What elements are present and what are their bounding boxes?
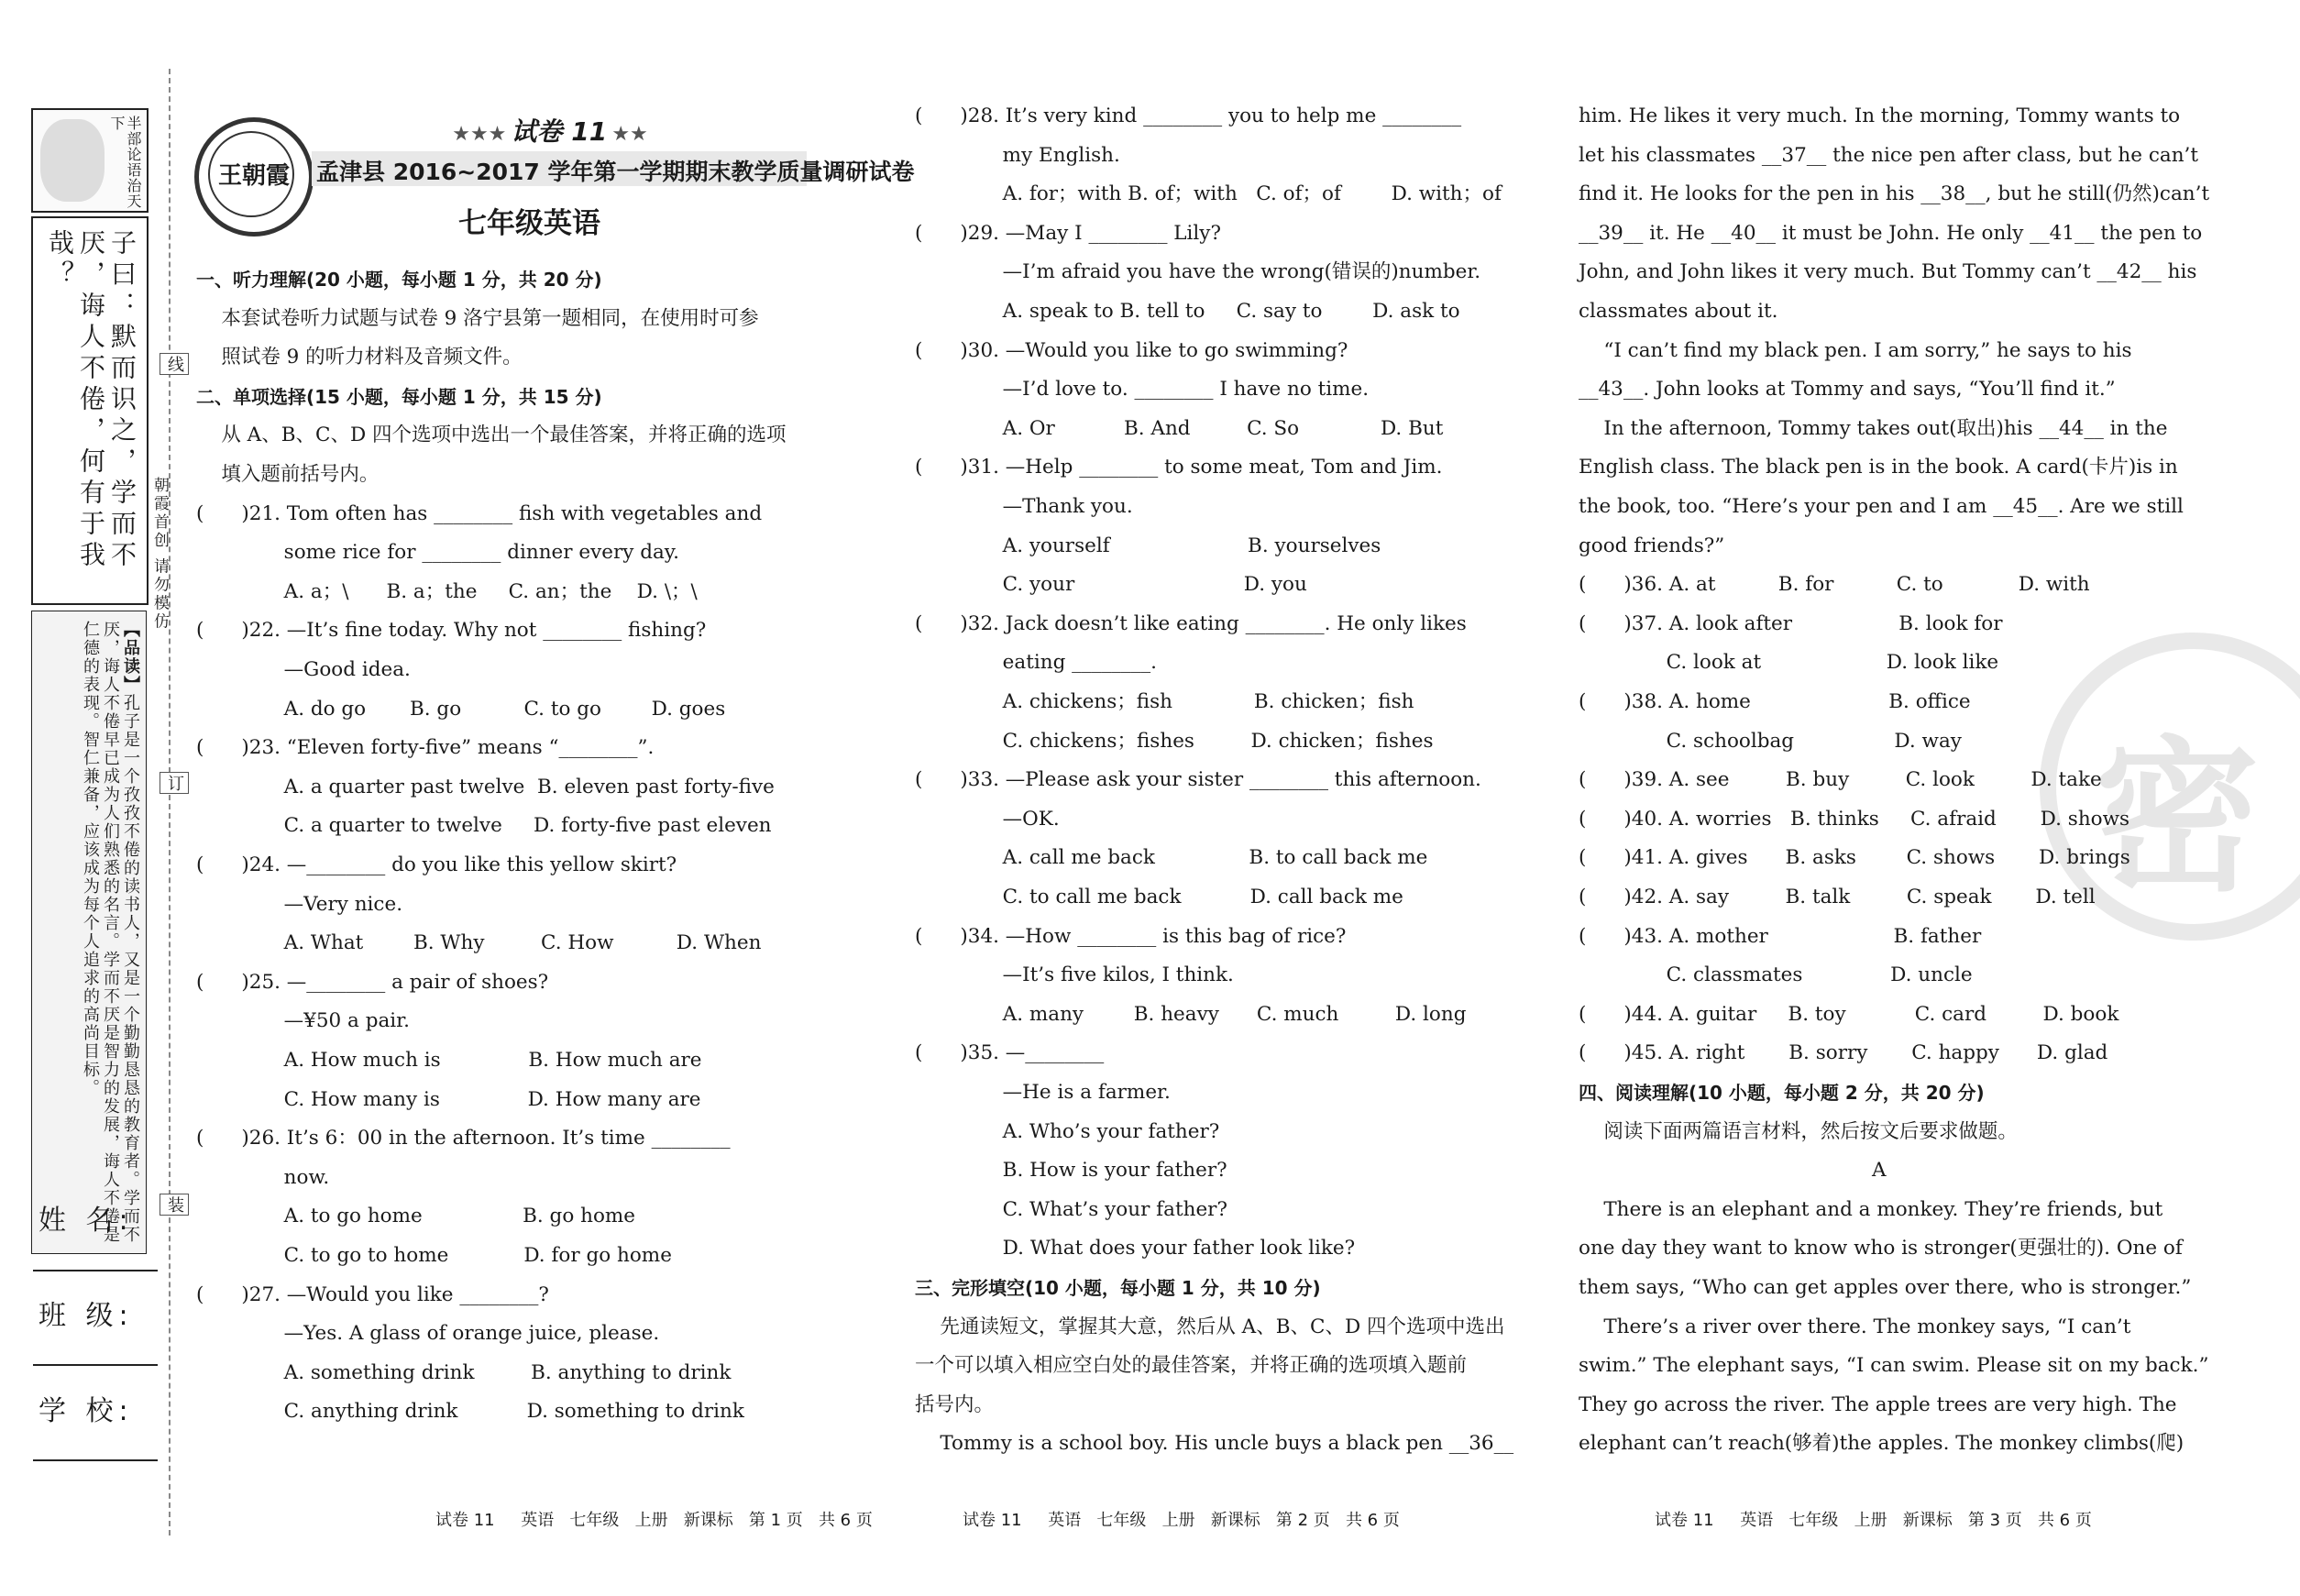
page2-line: ( )35. —________	[915, 1041, 1105, 1065]
seal-character: 密	[2094, 722, 2260, 914]
page3-line: They go across the river. The apple trees are very high. The	[1579, 1392, 2177, 1416]
series-tag: 半部论语治天下	[108, 116, 142, 209]
page1-line: C. anything drink D. something to drink	[196, 1400, 744, 1424]
school-field[interactable]	[33, 1459, 158, 1461]
page3-line: There’s a river over there. The monkey says, “I can’t	[1579, 1315, 2131, 1338]
subject-title: 七年级英语	[458, 207, 600, 240]
page-3-footer: 试卷 11 英语 七年级 上册 新课标 第 3 页 共 6 页	[1655, 1511, 2092, 1530]
page2-line: A. Who’s your father?	[915, 1119, 1220, 1143]
page3-line: A	[1872, 1159, 1887, 1183]
page2-line: ( )28. It’s very kind ________ you to help me ________	[915, 105, 1462, 127]
page3-line: __39__ it. He __40__ it must be John. He only __41__ the pen to	[1579, 221, 2203, 245]
page3-line: elephant can’t reach(够着)the apples. The monkey climbs(爬)	[1579, 1432, 2184, 1456]
page1-line: A. something drink B. anything to drink	[196, 1360, 732, 1384]
page2-line: my English.	[915, 143, 1120, 167]
page3-line: ( )43. A. mother B. father	[1579, 924, 1982, 948]
cut-mark-line: 线	[160, 353, 189, 375]
page1-line: ( )24. —________ do you like this yellow skirt?	[196, 853, 677, 876]
page3-line: 阅读下面两篇语言材料，然后按文后要求做题。	[1579, 1119, 2018, 1143]
page1-line: —Very nice.	[196, 892, 403, 916]
page3-line: them says, “Who can get apples over there, who is stronger.”	[1579, 1276, 2192, 1299]
school-label: 学 校:	[39, 1395, 134, 1427]
page2-line: ( )30. —Would you like to go swimming?	[915, 338, 1348, 362]
page2-line: A. chickens；fish B. chicken；fish	[915, 690, 1414, 713]
star-icons-left: ★★★	[452, 123, 507, 146]
page2-line: C. to call me back D. call back me	[915, 886, 1403, 908]
page2-line: A. Or B. And C. So D. But	[915, 416, 1444, 440]
page1-line: C. a quarter to twelve D. forty-five past eleven	[196, 814, 772, 838]
page3-line: classmates about it.	[1579, 300, 1778, 323]
page1-line: ( )23. “Eleven forty-five” means “________”.	[196, 736, 655, 760]
reading-text: 孔子是一个孜孜不倦的读书人，又是一个勤勤恳恳的教育者。学而不厌，诲人不倦早已成为人们熟悉的名言。学而不厌是智力的发展，诲人不倦是仁德的表现。智仁兼备，应该成为每个人追求的高尚目标。	[81, 621, 140, 1244]
page2-line: C. What’s your father?	[915, 1197, 1227, 1221]
page2-line: C. chickens；fishes D. chicken；fishes	[915, 729, 1434, 753]
page2-line: 一个可以填入相应空白处的最佳答案，并将正确的选项填入题前	[915, 1354, 1468, 1378]
page3-line: him. He likes it very much. In the morning, Tommy wants to	[1579, 105, 2181, 127]
name-label: 姓 名:	[39, 1205, 134, 1237]
cut-line	[169, 69, 171, 1535]
class-label: 班 级:	[39, 1300, 134, 1332]
page3-line: English class. The black pen is in the book. A card(卡片)is in	[1579, 456, 2178, 479]
page3-line: ( )44. A. guitar B. toy C. card D. book	[1579, 1002, 2119, 1026]
page2-line: B. How is your father?	[915, 1159, 1227, 1183]
page3-line: C. classmates D. uncle	[1579, 963, 1973, 987]
motto-box	[31, 216, 149, 605]
page2-line: eating ________.	[915, 651, 1158, 675]
class-field[interactable]	[33, 1364, 158, 1366]
page2-line: —He is a farmer.	[915, 1081, 1171, 1104]
page1-line: 照试卷 9 的听力材料及音频文件。	[196, 346, 523, 369]
page1-line: now.	[196, 1165, 330, 1189]
page3-line: ( )45. A. right B. sorry C. happy D. glad	[1579, 1041, 2108, 1065]
page1-line: ( )27. —Would you like ________?	[196, 1282, 549, 1306]
page2-line: —I’d love to. ________ I have no time.	[915, 378, 1370, 402]
series-badge	[31, 108, 149, 213]
page3-line: one day they want to know who is stronger(更强壮的). One of	[1579, 1237, 2183, 1260]
page3-line: the book, too. “Here’s your pen and I am __45__. Are we still	[1579, 495, 2184, 518]
page1-line: —Yes. A glass of orange juice, please.	[196, 1322, 660, 1346]
page2-line: Tommy is a school boy. His uncle buys a black pen __36__	[915, 1432, 1514, 1456]
page3-line: John, and John likes it very much. But Tommy can’t __42__ his	[1579, 260, 2197, 284]
page1-line: C. How many is D. How many are	[196, 1087, 701, 1111]
page3-line: ( )40. A. worries B. thinks C. afraid D. shows	[1579, 807, 2130, 831]
page1-line: 填入题前括号内。	[196, 463, 380, 486]
paper-label: 试卷 11	[511, 116, 608, 147]
logo-text: 王朝霞	[217, 162, 290, 190]
page3-line: ( )38. A. home B. office	[1579, 690, 1971, 713]
page2-line: —OK.	[915, 807, 1060, 831]
page2-line: ( )31. —Help ________ to some meat, Tom and Jim.	[915, 456, 1443, 479]
page2-line: —Thank you.	[915, 495, 1133, 518]
page1-line: ( )26. It’s 6：00 in the afternoon. It’s time ________	[196, 1127, 731, 1150]
page1-line: ( )22. —It’s fine today. Why not ________ fishing?	[196, 619, 707, 643]
paper-label-row	[431, 112, 669, 149]
page3-line: ( )37. A. look after B. look for	[1579, 611, 2003, 635]
page1-line: C. to go to home D. for go home	[196, 1244, 672, 1267]
page1-line: A. What B. Why C. How D. When	[196, 931, 762, 955]
copyright-note: 朝霞首创 请勿模仿	[150, 477, 169, 632]
confucius-illustration	[40, 119, 105, 202]
name-field[interactable]	[33, 1270, 158, 1271]
page2-line: A. yourself B. yourselves	[915, 534, 1381, 557]
page1-line: 从 A、B、C、D 四个选项中选出一个最佳答案，并将正确的选项	[196, 424, 787, 447]
page2-line: C. your D. you	[915, 573, 1307, 597]
motto-text: 子曰：默而识之，学而不厌，诲人不倦，何有于我哉？	[45, 229, 138, 572]
cut-mark-bind: 装	[160, 1194, 189, 1216]
page-1-footer: 试卷 11 英语 七年级 上册 新课标 第 1 页 共 6 页	[435, 1511, 873, 1530]
brand-logo	[194, 117, 314, 237]
star-icons-right: ★★	[611, 123, 648, 146]
page3-line: In the afternoon, Tommy takes out(取出)his __44__ in the	[1579, 416, 2168, 440]
page3-line: ( )41. A. gives B. asks C. shows D. brings	[1579, 846, 2130, 870]
page2-line: A. many B. heavy C. much D. long	[915, 1002, 1467, 1026]
page1-line: ( )21. Tom often has ________ fish with vegetables and	[196, 501, 763, 525]
page1-line: —¥50 a pair.	[196, 1009, 410, 1033]
page2-line: 括号内。	[915, 1392, 995, 1416]
page1-line: —Good idea.	[196, 658, 411, 681]
page1-line: A. a quarter past twelve B. eleven past forty-five	[196, 775, 775, 798]
page2-line: ( )33. —Please ask your sister ________ this afternoon.	[915, 768, 1481, 792]
page1-line: A. a；\ B. a；the C. an；the D. \；\	[196, 579, 698, 603]
page1-line: 二、单项选择(15 小题，每小题 1 分，共 15 分)	[196, 385, 602, 408]
page2-line: 先通读短文，掌握其大意，然后从 A、B、C、D 四个选项中选出	[915, 1315, 1505, 1338]
page2-line: 三、完形填空(10 小题，每小题 1 分，共 10 分)	[915, 1277, 1321, 1299]
page2-line: ( )32. Jack doesn’t like eating ________. He only likes	[915, 611, 1467, 635]
cut-mark-order: 订	[160, 772, 189, 794]
page1-line: A. How much is B. How much are	[196, 1049, 702, 1072]
reading-box	[31, 611, 147, 1254]
page3-line: “I can’t find my black pen. I am sorry,” he says to his	[1579, 338, 2132, 362]
page1-line: 一、听力理解(20 小题，每小题 1 分，共 20 分)	[196, 269, 602, 291]
page3-line: C. schoolbag D. way	[1579, 729, 1962, 753]
page3-line: There is an elephant and a monkey. They’re friends, but	[1579, 1197, 2163, 1221]
page1-line: ( )25. —________ a pair of shoes?	[196, 970, 549, 994]
page3-line: ( )42. A. say B. talk C. speak D. tell	[1579, 886, 2096, 908]
page1-line: A. to go home B. go home	[196, 1205, 635, 1228]
page3-line: let his classmates __37__ the nice pen after class, but he can’t	[1579, 143, 2199, 167]
reading-label: 【品读】	[121, 621, 140, 694]
page3-line: swim.” The elephant says, “I can swim. Please sit on my back.”	[1579, 1354, 2209, 1378]
page2-line: A. for；with B. of；with C. of；of D. with；of	[915, 182, 1502, 206]
page3-line: ( )36. A. at B. for C. to D. with	[1579, 573, 2090, 597]
page2-line: —I’m afraid you have the wrong(错误的)number.	[915, 260, 1481, 284]
page3-line: 四、阅读理解(10 小题，每小题 2 分，共 20 分)	[1579, 1082, 1985, 1104]
page3-line: C. look at D. look like	[1579, 651, 1999, 675]
exam-title: 孟津县 2016~2017 学年第一学期期末教学质量调研试卷	[316, 159, 915, 185]
page2-line: —It’s five kilos, I think.	[915, 963, 1234, 987]
page-2-footer: 试卷 11 英语 七年级 上册 新课标 第 2 页 共 6 页	[963, 1511, 1400, 1530]
page3-line: find it. He looks for the pen in his __38__, but he still(仍然)can’t	[1579, 182, 2210, 206]
page1-line: A. do go B. go C. to go D. goes	[196, 697, 726, 721]
page2-line: D. What does your father look like?	[915, 1237, 1356, 1260]
page3-line: __43__. John looks at Tommy and says, “You’ll find it.”	[1579, 378, 2116, 402]
page3-line: good friends?”	[1579, 534, 1725, 557]
page2-line: ( )29. —May I ________ Lily?	[915, 221, 1221, 245]
page2-line: A. speak to B. tell to C. say to D. ask to	[915, 300, 1460, 323]
page2-line: A. call me back B. to call back me	[915, 846, 1428, 870]
page1-line: some rice for ________ dinner every day.	[196, 541, 679, 565]
page3-line: ( )39. A. see B. buy C. look D. take	[1579, 768, 2102, 792]
page2-line: ( )34. —How ________ is this bag of rice?	[915, 924, 1347, 948]
page1-line: 本套试卷听力试题与试卷 9 洛宁县第一题相同，在使用时可参	[196, 306, 759, 330]
